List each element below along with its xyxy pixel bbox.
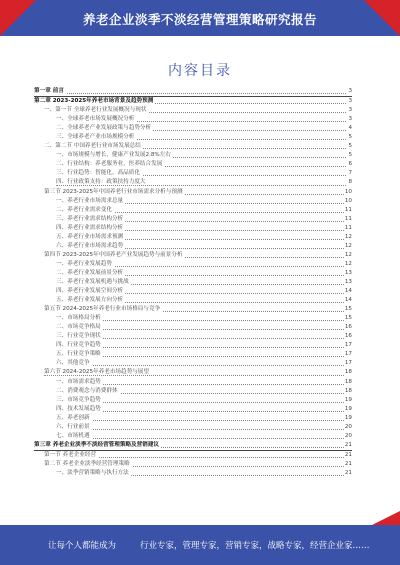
toc-entry-title: 一、全球养老市场发展概况分析	[56, 116, 135, 123]
toc-entry[interactable]	[34, 350, 352, 359]
toc-entry[interactable]	[34, 287, 352, 296]
toc-entry-page: 18	[344, 378, 352, 385]
toc-entry-page: 17	[344, 351, 352, 358]
table-of-contents	[34, 87, 352, 478]
toc-entry[interactable]	[34, 224, 352, 233]
toc-entry[interactable]	[34, 115, 352, 124]
toc-entry-page: 3	[348, 88, 352, 94]
toc-entry[interactable]	[34, 432, 352, 441]
toc-entry-page: 12	[344, 260, 352, 267]
dot-leader	[56, 365, 346, 366]
toc-entry-page: 21	[344, 460, 352, 467]
toc-entry[interactable]	[34, 296, 352, 305]
toc-entry-title: 四、行业政策支持：政策扶持力度大	[56, 179, 146, 186]
footer-tags: 行业专家，管理专家，营销专家，战略专家，经营企业家……	[140, 541, 370, 551]
toc-entry[interactable]	[34, 87, 352, 97]
toc-entry-page: 12	[344, 251, 352, 258]
toc-entry-title: 一、市场格局分析	[56, 315, 101, 322]
toc-entry[interactable]	[34, 215, 352, 224]
header-banner	[0, 0, 400, 36]
report-title: 养老企业淡季不淡经营管理策略研究报告	[82, 12, 317, 27]
toc-entry[interactable]	[34, 133, 352, 142]
toc-entry-title: 二、行业结构：养老服务业，医养结合发展	[56, 161, 163, 168]
toc-entry[interactable]	[34, 314, 352, 323]
toc-entry[interactable]	[34, 142, 352, 151]
toc-entry-title: 二、第二节 中国养老行业市场发展总结	[44, 143, 141, 150]
toc-entry-page: 15	[344, 315, 352, 322]
dot-leader	[34, 93, 346, 94]
toc-entry[interactable]	[34, 124, 352, 133]
toc-entry-title: 一、市场规模与增长，健康产业发展2.8%左右	[56, 152, 171, 159]
toc-entry[interactable]	[34, 269, 352, 278]
toc-entry[interactable]	[34, 305, 352, 314]
toc-entry-page: 17	[344, 360, 352, 367]
toc-entry-page: 7	[348, 170, 352, 177]
toc-entry-page: 18	[344, 387, 352, 394]
toc-entry-page: 20	[344, 423, 352, 430]
toc-entry[interactable]	[34, 396, 352, 405]
toc-entry-title: 三、养老行业需求结构分析	[56, 215, 124, 222]
toc-entry-title: 第二章 2023-2025年养老市场背景及趋势预测	[34, 98, 154, 105]
toc-entry-title: 五、养老行业发展方向分析	[56, 297, 124, 304]
dot-leader	[56, 429, 346, 430]
toc-entry-page: 13	[344, 278, 352, 285]
toc-entry-title: 第四节 2023-2025年中国养老产业发展趋势与前景分析	[44, 251, 183, 258]
toc-entry[interactable]	[34, 423, 352, 432]
toc-entry-title: 七、市场机遇	[56, 432, 90, 439]
toc-entry-page: 19	[344, 414, 352, 421]
toc-entry[interactable]	[34, 178, 352, 187]
toc-entry-page: 19	[344, 405, 352, 412]
toc-entry[interactable]	[34, 260, 352, 269]
toc-entry-page: 3	[348, 107, 352, 114]
toc-entry-page: 5	[348, 143, 352, 150]
toc-entry-page: 6	[348, 161, 352, 168]
toc-entry-title: 二、市场竞争格局	[56, 324, 101, 331]
toc-entry-title: 一、淡季营销策略与执行方法	[56, 469, 129, 476]
toc-entry-title: 第一章 前言	[34, 88, 64, 94]
toc-entry-title: 三、行业趋势：智能化，高品质化	[56, 170, 140, 177]
toc-entry[interactable]	[34, 151, 352, 160]
toc-entry-title: 四、养老行业发展空间分析	[56, 288, 124, 295]
toc-entry-page: 14	[344, 288, 352, 295]
toc-entry[interactable]	[34, 97, 352, 106]
toc-entry-title: 一、养老行业发展趋势	[56, 260, 112, 267]
footer-banner	[0, 525, 400, 565]
toc-entry-page: 16	[344, 324, 352, 331]
toc-entry[interactable]	[34, 323, 352, 332]
toc-entry-title: 六、其他竞争	[56, 360, 90, 367]
toc-entry-title: 四、技术发展趋势	[56, 405, 101, 412]
toc-entry-title: 三、市场竞争趋势	[56, 396, 101, 403]
toc-entry-page: 15	[344, 306, 352, 313]
toc-entry-page: 17	[344, 342, 352, 349]
toc-entry[interactable]	[34, 414, 352, 423]
toc-entry-title: 三、养老行业发展机遇与挑战	[56, 278, 129, 285]
toc-entry-page: 10	[344, 197, 352, 204]
toc-entry[interactable]	[34, 441, 352, 451]
toc-entry-title: 二、消费观念与消费群体	[56, 387, 118, 394]
toc-entry[interactable]	[34, 341, 352, 350]
toc-entry-page: 5	[348, 152, 352, 159]
toc-entry-title: 第三章 养老企业淡季不淡经营管理策略及营销建议	[34, 441, 160, 448]
toc-entry-page: 21	[344, 469, 352, 476]
toc-entry-page: 11	[344, 224, 352, 231]
toc-entry-title: 四、行业竞争趋势	[56, 342, 101, 349]
toc-entry-page: 21	[344, 451, 352, 458]
toc-entry-title: 二、养老行业需求变化	[56, 206, 112, 213]
toc-entry-title: 二、全球养老产业发展政策与趋势分析	[56, 125, 152, 132]
toc-entry[interactable]	[34, 206, 352, 215]
toc-entry-title: 第一节 养老企业经营	[44, 451, 97, 458]
toc-entry-page: 10	[344, 188, 352, 195]
toc-entry[interactable]	[34, 278, 352, 287]
dot-leader	[56, 420, 346, 421]
toc-entry[interactable]	[34, 233, 352, 242]
toc-entry-page: 12	[344, 233, 352, 240]
toc-entry[interactable]	[34, 242, 352, 251]
toc-entry-title: 三、行业竞争现状	[56, 333, 101, 340]
toc-entry-page: 21	[344, 441, 352, 448]
toc-entry-page: 5	[348, 134, 352, 141]
toc-entry-title: 第六节 2024-2025年养老市场趋势与展望	[44, 369, 149, 376]
toc-entry[interactable]	[34, 197, 352, 206]
toc-entry[interactable]	[34, 460, 352, 469]
toc-entry[interactable]	[34, 368, 352, 377]
toc-entry-page: 4	[348, 125, 352, 132]
dot-leader	[56, 438, 346, 439]
toc-entry-page: 3	[348, 116, 352, 123]
toc-entry-title: 五、养老行业市场需求预测	[56, 233, 124, 240]
toc-entry-title: 一、市场需求趋势	[56, 378, 101, 385]
toc-entry-page: 19	[344, 396, 352, 403]
toc-entry-title: 五、养老创新	[56, 414, 90, 421]
toc-entry-page: 3	[348, 98, 352, 105]
toc-entry-title: 六、养老行业市场需求趋势	[56, 242, 124, 249]
toc-entry-page: 16	[344, 333, 352, 340]
toc-entry-title: 六、行业前景	[56, 423, 90, 430]
toc-entry[interactable]	[34, 378, 352, 387]
toc-entry-page: 8	[348, 179, 352, 186]
toc-entry-title: 一、养老行业市场需求总量	[56, 197, 124, 204]
toc-entry[interactable]	[34, 405, 352, 414]
toc-entry-page: 12	[344, 242, 352, 249]
toc-entry-page: 20	[344, 432, 352, 439]
toc-entry-title: 四、养老行业需求结构分析	[56, 224, 124, 231]
toc-entry-page: 18	[344, 369, 352, 376]
toc-entry-page: 11	[344, 215, 352, 222]
toc-entry-title: 第二节 养老企业淡季经营管理策略	[44, 460, 130, 467]
toc-entry-page: 14	[344, 297, 352, 304]
toc-entry-title: 第三节 2023-2025年中国养老行业市场需求分析与预测	[44, 188, 183, 195]
toc-entry-title: 二、养老行业发展前景分析	[56, 269, 124, 276]
toc-entry[interactable]	[34, 160, 352, 169]
toc-entry-page: 11	[344, 206, 352, 213]
toc-entry[interactable]	[34, 359, 352, 368]
footer-accent	[372, 511, 400, 525]
toc-entry-title: 五、行业竞争策略	[56, 351, 101, 358]
toc-entry-title: 第五节 2024-2025年养老行业市场格局与竞争	[44, 306, 161, 313]
footer-slogan: 让每个人都能成为	[48, 541, 117, 551]
toc-heading: 内容目录	[168, 63, 232, 79]
toc-entry[interactable]	[34, 251, 352, 260]
toc-entry[interactable]	[34, 332, 352, 341]
toc-entry-title: 一、第一节 全球养老行业发展概况与现状	[44, 107, 147, 114]
toc-entry[interactable]	[34, 451, 352, 460]
toc-entry-title: 三、全球养老产业市场规模分析	[56, 134, 135, 141]
toc-entry[interactable]	[34, 106, 352, 115]
toc-entry[interactable]	[34, 188, 352, 197]
toc-entry[interactable]	[34, 387, 352, 396]
toc-entry[interactable]	[34, 469, 352, 478]
toc-entry[interactable]	[34, 169, 352, 178]
toc-entry-page: 13	[344, 269, 352, 276]
